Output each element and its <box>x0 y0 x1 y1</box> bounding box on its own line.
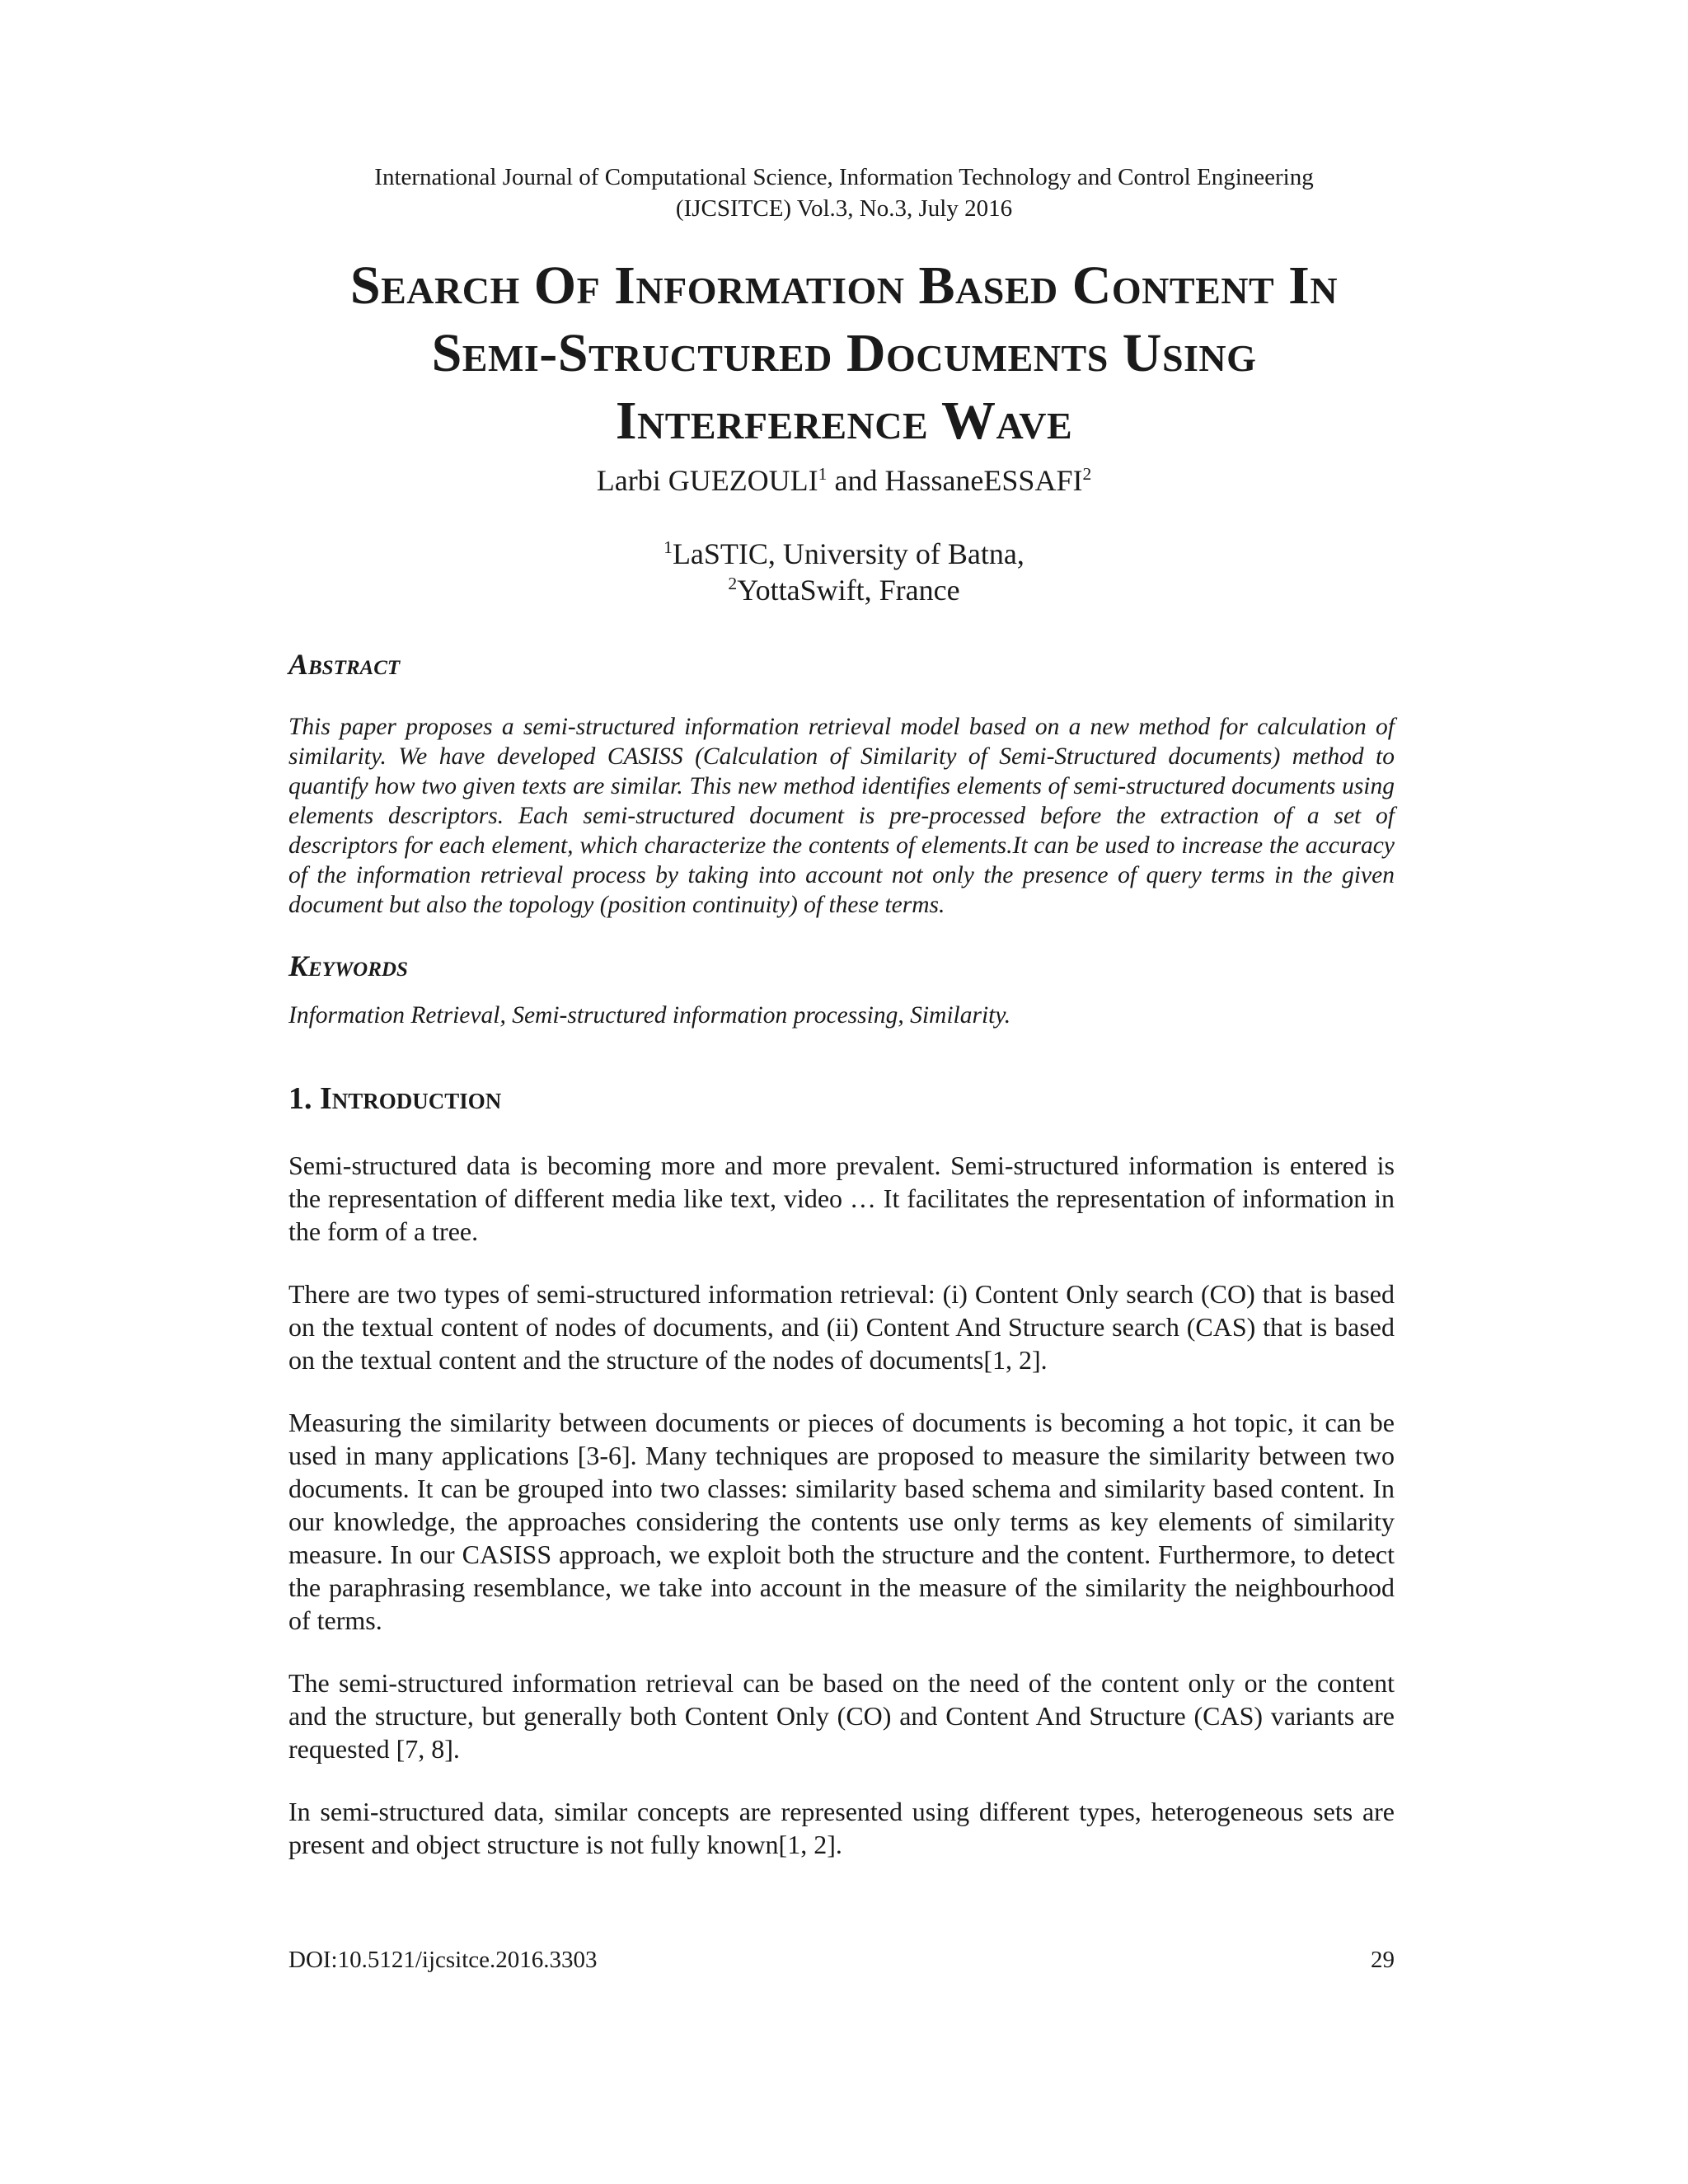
intro-paragraph-3: Measuring the similarity between documents or pieces of documents is becoming a hot topic, it can be used in many applications [3-6]. Many techniques are proposed to measure the similarity between two documents. It can be grouped into two classes: similarity based schema and similarity based content. In our knowledge, the approaches considering the contents use only terms as key elements of similarity measure. In our CASISS approach, we exploit both the structure and the content. Furthermore, to detect the paraphrasing resemblance, we take into account in the measure of the similarity the neighbourhood of terms. <box>288 1408 1395 1635</box>
affiliations <box>0 536 1688 608</box>
intro-paragraph-4: The semi-structured information retrieval can be based on the need of the content only or the content and the structure, but generally both Content Only (CO) and Content And Structure (CAS) variants are requested [7, 8]. <box>288 1668 1395 1764</box>
paper-title-line-1: Search Of Information Based Content In <box>349 255 1339 316</box>
author-1-sup: 1 <box>818 464 828 484</box>
affiliation-2 <box>0 572 1688 608</box>
affiliation-1 <box>0 536 1688 572</box>
author-2-sup: 2 <box>1082 464 1092 484</box>
intro-paragraph-2: There are two types of semi-structured information retrieval: (i) Content Only search (CO) that is based on the textual content of nodes of documents, and (ii) Content And Structure search (CAS) that is based on the textual content and the structure of the nodes of documents[1, 2]. <box>288 1279 1395 1375</box>
page-number: 29 <box>1371 1947 1395 1973</box>
author-1-name: Larbi GUEZOULI <box>596 464 818 497</box>
introduction-body <box>288 1149 1395 1891</box>
abstract-text: This paper proposes a semi-structured information retrieval model based on a new method for calculation of similarity. We have developed CASISS (Calculation of Similarity of Semi-Structured documents) method to quantify how two given texts are similar. This new method identifies elements of semi-structured documents using elements descriptors. Each semi-structured document is pre-processed before the extraction of a set of descriptors for each element, which characterize the contents of elements.It can be used to increase the accuracy of the information retrieval process by taking into account not only the presence of query terms in the given document but also the topology (position continuity) of these terms. <box>288 714 1395 918</box>
keywords-text: Information Retrieval, Semi-structured information processing, Similarity. <box>288 1002 1011 1029</box>
authors <box>0 462 1688 499</box>
journal-header-line-1: International Journal of Computational Science, Information Technology and Control Engineering <box>374 164 1314 190</box>
author-2-name: HassaneESSAFI <box>884 464 1083 497</box>
author-conjunction: and <box>827 464 885 497</box>
doi-text: DOI:10.5121/ijcsitce.2016.3303 <box>288 1947 598 1973</box>
introduction-heading: 1. Introduction <box>288 1081 502 1116</box>
affiliation-1-text: LaSTIC, University of Batna, <box>672 537 1025 570</box>
intro-paragraph-5: In semi-structured data, similar concepts are represented using different types, heterogeneous sets are present and object structure is not fully known[1, 2]. <box>288 1797 1395 1859</box>
affiliation-2-text: YottaSwift, France <box>737 574 960 607</box>
affiliation-1-sup: 1 <box>663 537 673 557</box>
keywords-heading: Keywords <box>288 949 408 982</box>
abstract-heading: Abstract <box>288 648 401 681</box>
paper-title-line-2: Semi-Structured Documents Using <box>431 323 1257 383</box>
intro-paragraph-1: Semi-structured data is becoming more and more prevalent. Semi-structured information is entered is the representation of different media like text, video … It facilitates the representation of information in the form of a tree. <box>288 1151 1395 1246</box>
paper-title <box>165 252 1523 455</box>
journal-header-line-2: (IJCSITCE) Vol.3, No.3, July 2016 <box>675 195 1013 222</box>
journal-header <box>0 162 1688 224</box>
affiliation-2-sup: 2 <box>728 574 738 593</box>
paper-title-line-3: Interference Wave <box>615 391 1073 451</box>
